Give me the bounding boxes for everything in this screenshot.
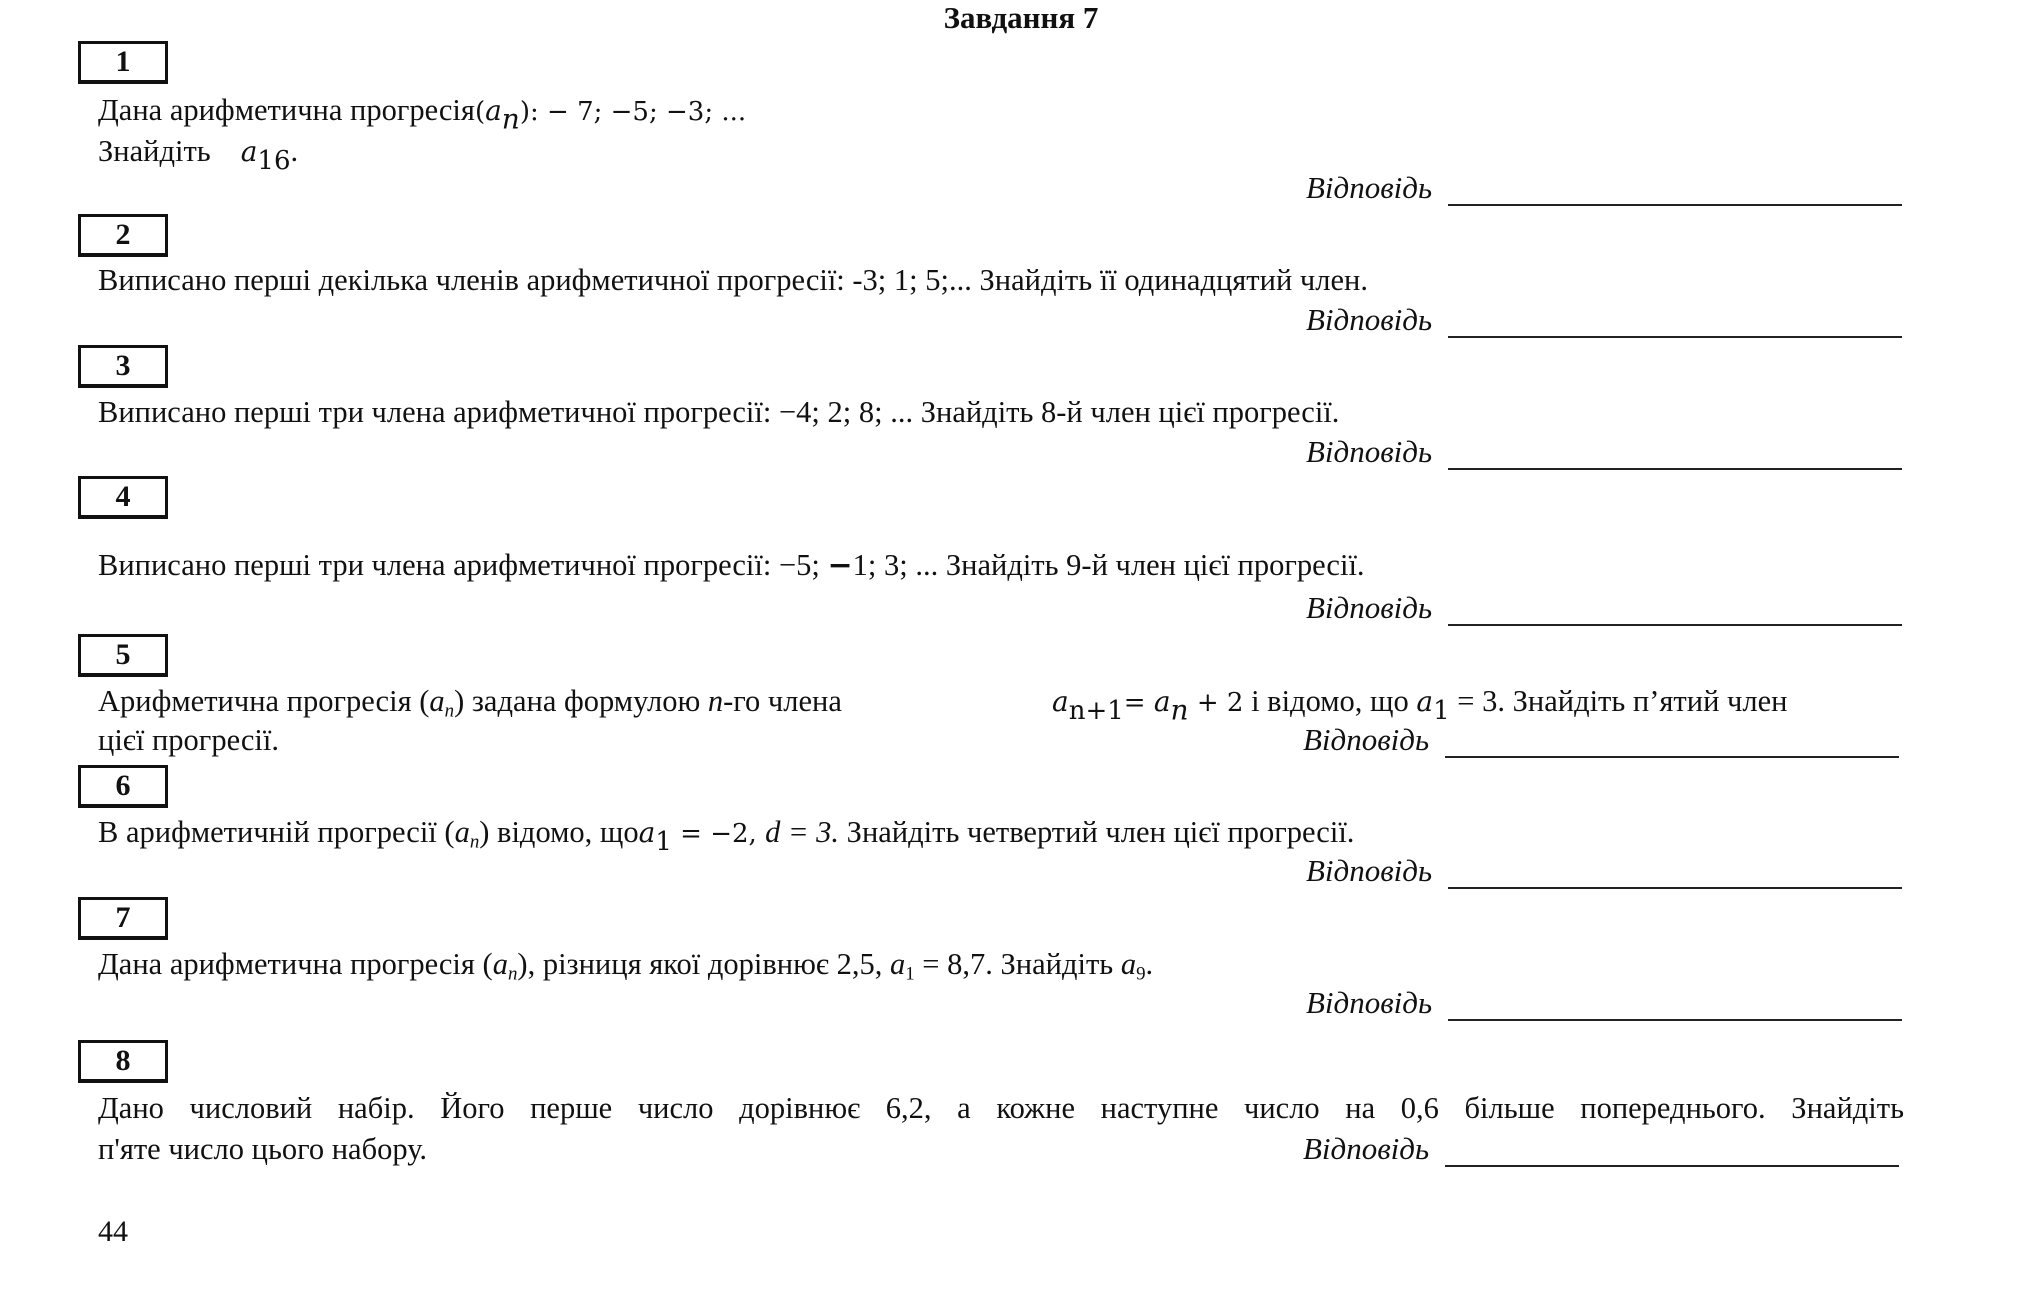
- task-text: Дана арифметична прогресія: [98, 93, 475, 127]
- math-sub: n: [1170, 693, 1189, 727]
- page-title: Завдання 7: [943, 0, 1099, 35]
- math-sub: 1: [1433, 695, 1450, 726]
- task-number: 7: [115, 901, 131, 934]
- answer-line[interactable]: [1445, 1165, 1899, 1167]
- math-sub: 1: [905, 963, 915, 985]
- task-text: Виписано перші три члена арифметичної прогресії: −5;: [98, 548, 828, 582]
- task-number-box-8: [78, 1040, 168, 1083]
- task-text: Арифметична прогресія (: [98, 684, 430, 718]
- task-text: В арифметичній прогресії (: [98, 815, 455, 849]
- math-sub: n: [501, 102, 520, 136]
- task-3-text: Виписано перші три члена арифметичної прогресії: −4; 2; 8; ... Знайдіть 8-й член цієї прогресії.: [98, 395, 1340, 429]
- task-number: 2: [115, 218, 131, 251]
- math-var: a: [454, 815, 470, 849]
- answer-label: Відповідь: [1306, 985, 1433, 1020]
- sequence: : − 7; −5; −3; ...: [530, 97, 747, 127]
- math-sub: n: [507, 963, 518, 985]
- paren: (: [474, 97, 486, 127]
- task-text: = 3. Знайдіть п’ятий член: [1449, 684, 1788, 718]
- answer-line[interactable]: [1445, 756, 1899, 758]
- answer-label: Відповідь: [1303, 722, 1430, 757]
- answer-label: Відповідь: [1306, 170, 1433, 205]
- answer-label: Відповідь: [1306, 590, 1433, 625]
- task-number: 6: [115, 769, 131, 802]
- math-sub: n: [444, 700, 455, 722]
- task-number: 8: [115, 1044, 131, 1077]
- math-var: a: [492, 947, 508, 981]
- task-number: 1: [115, 45, 131, 78]
- math-sub: 16: [257, 145, 291, 176]
- math-var: a: [429, 684, 445, 718]
- task-text: ), різниця якої дорівнює 2,5,: [517, 947, 890, 981]
- minus-sign: −: [827, 548, 853, 583]
- math-op: =: [1123, 688, 1154, 718]
- answer-label: Відповідь: [1303, 1131, 1430, 1166]
- task-number-box-5: [78, 634, 168, 677]
- answer-field-1[interactable]: [1306, 170, 1902, 210]
- task-text: -го члена: [723, 684, 842, 718]
- math-var: a: [485, 94, 502, 127]
- task-7-text: [98, 946, 1154, 985]
- task-number-box-3: [78, 345, 168, 388]
- task-8-line-2: п'яте число цього набору.: [98, 1132, 428, 1166]
- math-var: a: [1416, 685, 1434, 718]
- answer-field-4[interactable]: [1306, 590, 1902, 630]
- math-var: a: [638, 816, 656, 849]
- math-sub: 1: [655, 826, 672, 857]
- math-var: a: [240, 135, 258, 168]
- answer-line[interactable]: [1448, 468, 1902, 470]
- math-sub: n+1: [1068, 695, 1124, 726]
- task-number-box-4: [78, 476, 168, 519]
- period: .: [1145, 947, 1154, 981]
- task-number-box-2: [78, 214, 168, 257]
- task-text: ) відомо, що: [479, 815, 639, 849]
- answer-label: Відповідь: [1306, 853, 1433, 888]
- answer-field-3[interactable]: [1306, 434, 1902, 474]
- math-var: n: [707, 684, 724, 718]
- task-text: ) задана формулою: [454, 684, 708, 718]
- answer-line[interactable]: [1448, 204, 1902, 206]
- period: .: [290, 134, 299, 168]
- task-5-formula: [1052, 683, 1788, 727]
- task-5-line-1: [98, 683, 842, 722]
- task-5-line-2: цієї прогресії.: [98, 723, 279, 757]
- task-2-text: Виписано перші декілька членів арифметичної прогресії: -3; 1; 5;... Знайдіть її одинадцятий член.: [98, 263, 1368, 297]
- answer-field-6[interactable]: [1306, 853, 1902, 893]
- answer-line[interactable]: [1448, 887, 1902, 889]
- task-number-box-7: [78, 897, 168, 940]
- math-op: = −2,: [671, 819, 766, 849]
- math-sub: n: [469, 831, 480, 853]
- math-var: a: [1120, 947, 1137, 981]
- answer-label: Відповідь: [1306, 302, 1433, 337]
- answer-line[interactable]: [1448, 624, 1902, 626]
- task-1-line-1: [98, 92, 747, 136]
- task-text: і відомо, що: [1243, 684, 1417, 718]
- paren: ): [519, 97, 530, 127]
- task-6-text: [98, 814, 1355, 857]
- task-number-box-1: [78, 41, 168, 84]
- math-op: + 2: [1188, 688, 1244, 718]
- answer-field-8[interactable]: [1303, 1131, 1899, 1171]
- math-op: = 3.: [780, 815, 840, 849]
- task-1-line-2: [98, 133, 299, 176]
- math-var: a: [1052, 685, 1069, 718]
- math-sub: 9: [1136, 963, 1146, 985]
- answer-label: Відповідь: [1306, 434, 1433, 469]
- math-var: d: [765, 815, 781, 849]
- answer-line[interactable]: [1448, 1019, 1902, 1021]
- answer-field-7[interactable]: [1306, 985, 1902, 1025]
- answer-field-5[interactable]: [1303, 722, 1899, 762]
- task-text: 1; 3; ... Знайдіть 9-й член цієї прогресії.: [852, 548, 1365, 582]
- task-4-text: [98, 547, 1365, 584]
- task-number-box-6: [78, 765, 168, 808]
- answer-field-2[interactable]: [1306, 302, 1902, 342]
- math-var: a: [889, 947, 906, 981]
- math-var: a: [1153, 685, 1171, 718]
- task-number: 4: [115, 480, 131, 513]
- task-number: 5: [115, 638, 131, 671]
- task-text: Дана арифметична прогресія (: [98, 947, 493, 981]
- task-text: Знайдіть: [98, 134, 211, 168]
- task-text: Знайдіть четвертий член цієї прогресії.: [839, 815, 1355, 849]
- answer-line[interactable]: [1448, 336, 1902, 338]
- page-number: 44: [98, 1215, 128, 1248]
- task-text: = 8,7. Знайдіть: [914, 947, 1121, 981]
- task-8-line-1: Дано числовий набір. Його перше число дорівнює 6,2, а кожне наступне число на 0,6 більше попереднього. Знайдіть: [98, 1091, 1904, 1125]
- task-number: 3: [115, 349, 131, 382]
